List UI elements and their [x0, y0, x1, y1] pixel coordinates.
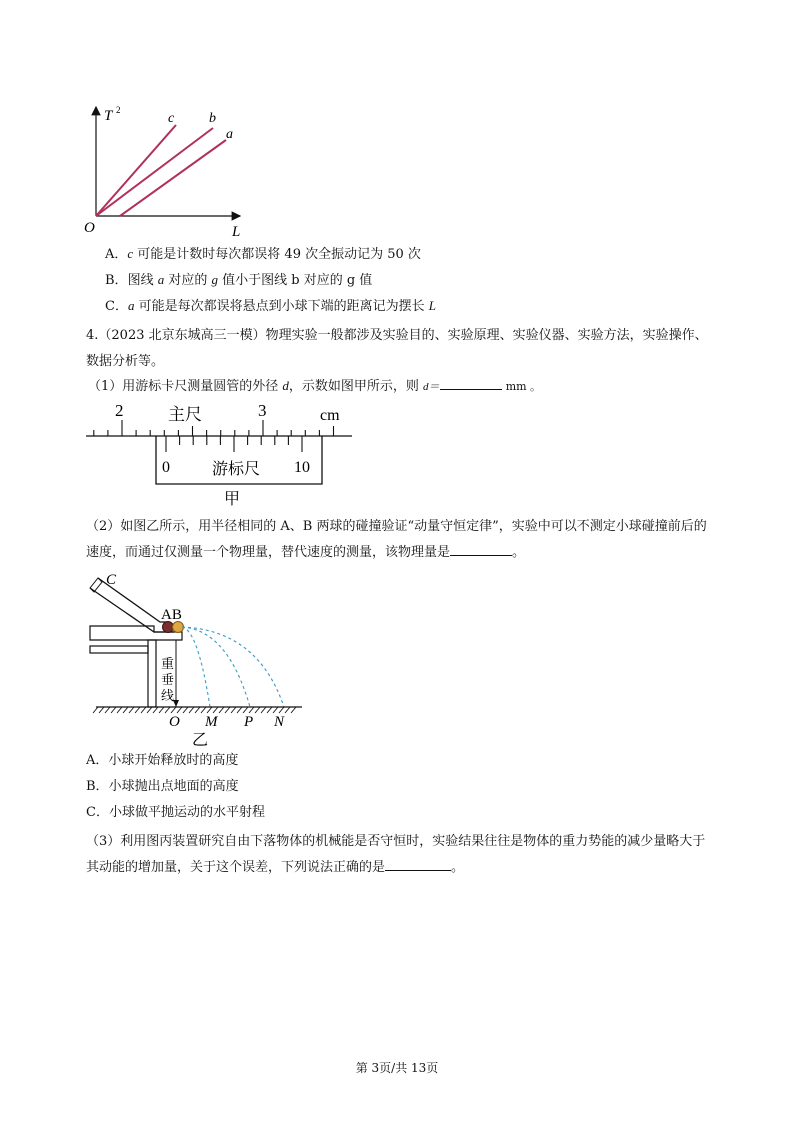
table-leg: [148, 640, 156, 707]
ground-hatch-line: [129, 707, 134, 713]
ground-hatch-line: [219, 707, 224, 713]
ground-hatch-line: [159, 707, 164, 713]
ball-b: [173, 622, 184, 633]
ground-hatch-line: [201, 707, 206, 713]
trajectory-n: [182, 627, 284, 707]
answer-blank-quantity[interactable]: [450, 542, 512, 556]
question-4-stem: 4.（2023 北京东城高三一模）物理实验一般都涉及实验目的、实验原理、实验仪器、实验方法，实验操作、数据分析等。: [86, 328, 708, 369]
main-tick-label-3: 3: [258, 401, 267, 420]
main-scale-label: 主尺: [168, 405, 202, 424]
ground-hatch-line: [267, 707, 272, 713]
vernier-label-10: 10: [294, 459, 310, 476]
graph-line-a: [120, 140, 226, 216]
vernier-scale-ticks: [166, 436, 302, 452]
ground-hatch-line: [99, 707, 104, 713]
ground-hatch-line: [189, 707, 194, 713]
ground-hatch-line: [111, 707, 116, 713]
main-scale-ticks: [94, 420, 334, 436]
part-3-text: （3）利用图丙装置研究自由下落物体的机械能是否守恒时，实验结果往往是物体的重力势能的减少量略大于其动能的增加量，关于这个误差，下列说法正确的是 。: [86, 834, 706, 875]
ground-hatch-line: [183, 707, 188, 713]
part-2-option-a: A．小球开始释放时的高度: [86, 753, 239, 768]
ground-label-p: P: [244, 714, 254, 730]
ground-hatch-line: [177, 707, 182, 713]
ground-label-o: O: [169, 714, 180, 730]
ground-hatch-line: [141, 707, 146, 713]
ground-hatch-line: [105, 707, 110, 713]
label-ab: AB: [161, 607, 182, 623]
ground-hatch-line: [213, 707, 218, 713]
answer-blank-d[interactable]: [440, 376, 502, 390]
answer-blank-part-3[interactable]: [385, 857, 451, 871]
plumb-label-1: 重: [161, 656, 175, 671]
ramp: [90, 578, 174, 632]
ground-label-n: N: [274, 714, 285, 730]
origin-label: O: [84, 220, 95, 236]
collision-apparatus-figure: [88, 570, 308, 748]
trajectory-m: [182, 627, 210, 707]
ground-hatch-line: [237, 707, 242, 713]
x-axis-label: L: [232, 224, 241, 240]
ground-hatch-line: [117, 707, 122, 713]
table-shelf: [90, 646, 148, 653]
plumb-label-2: 垂: [161, 672, 175, 687]
figure-label-yi: 乙: [192, 732, 209, 749]
ball-a: [163, 622, 174, 633]
plumb-label-3: 线: [161, 688, 175, 703]
line-label-b: b: [209, 111, 216, 126]
ground-hatch-line: [93, 707, 98, 713]
ramp-top: [90, 578, 102, 592]
line-label-c: c: [168, 111, 175, 126]
ground-hatch-line: [135, 707, 140, 713]
ground-hatch-line: [195, 707, 200, 713]
part-2-text: （2）如图乙所示，用半径相同的 A、B 两球的碰撞验证“动量守恒定律”，实验中可以不测定小球碰撞前后的速度，而通过仅测量一个物理量，替代速度的测量，该物理量是 。: [86, 519, 707, 560]
vernier-caliper-figure: [86, 398, 356, 510]
ground-hatch-line: [243, 707, 248, 713]
ground-hatch-line: [171, 707, 176, 713]
period-length-graph: [80, 95, 250, 245]
ground-hatch-line: [231, 707, 236, 713]
main-tick-label-2: 2: [115, 401, 124, 420]
part-2-option-b: B．小球抛出点地面的高度: [86, 779, 239, 794]
y-axis-label: T: [104, 108, 113, 124]
ground-hatch-line: [261, 707, 266, 713]
vernier-scale-label: 游标尺: [212, 461, 261, 478]
option-b: B．图线 a 对应的 g 值小于图线 b 对应的 g 值: [105, 272, 373, 288]
d-equals: d＝: [423, 381, 440, 393]
ground-hatch-line: [225, 707, 230, 713]
ground-hatch-line: [285, 707, 290, 713]
part-2-option-c: C．小球做平抛运动的水平射程: [86, 805, 265, 820]
ground-hatch-line: [207, 707, 212, 713]
ground-hatch-line: [165, 707, 170, 713]
ground-hatching: [93, 707, 296, 713]
option-c: C．a 可能是每次都误将悬点到小球下端的距离记为摆长 L: [105, 298, 436, 314]
ground-hatch-line: [279, 707, 284, 713]
part-1-text: （1）用游标卡尺测量圆管的外径 d，示数如图甲所示，则 d＝ mm 。: [88, 378, 542, 394]
unit-label: cm: [320, 407, 340, 424]
ground-hatch-line: [255, 707, 260, 713]
ground-hatch-line: [249, 707, 254, 713]
ground-hatch-line: [153, 707, 158, 713]
ground-hatch-line: [147, 707, 152, 713]
ground-label-m: M: [205, 714, 218, 730]
ground-hatch-line: [291, 707, 296, 713]
figure-label-jia: 甲: [224, 491, 241, 508]
line-label-a: a: [226, 127, 233, 142]
option-a: A．c 可能是计数时每次都误将 49 次全振动记为 50 次: [105, 246, 421, 262]
vernier-label-0: 0: [162, 459, 170, 476]
page-footer: 第 3页/共 13页: [355, 1061, 439, 1075]
ground-hatch-line: [273, 707, 278, 713]
trajectory-p: [182, 627, 250, 707]
y-axis-superscript: 2: [116, 105, 121, 115]
ground-hatch-line: [123, 707, 128, 713]
graph-line-c: [96, 125, 176, 216]
graph-line-b: [96, 128, 213, 216]
label-c: C: [106, 572, 117, 588]
